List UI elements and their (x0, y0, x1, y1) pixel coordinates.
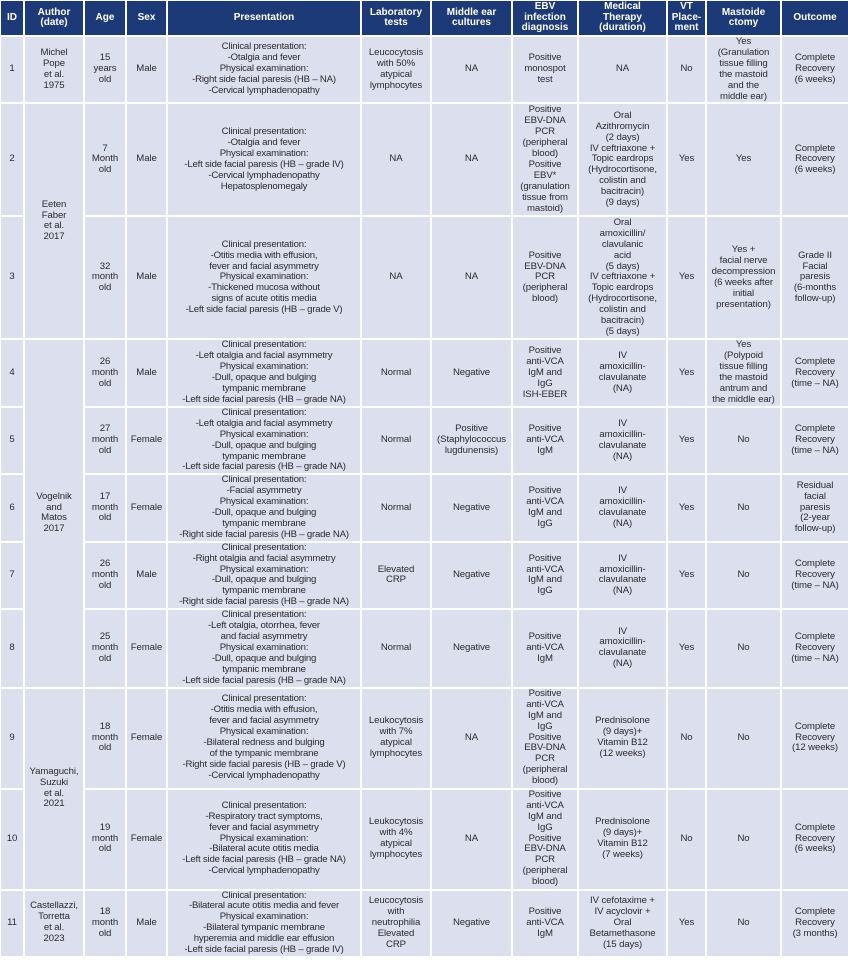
cell-middle-ear-cultures: Negative (432, 891, 513, 958)
cell-middle-ear-cultures: Negative (432, 610, 513, 688)
cell-age: 7 Month old (85, 104, 127, 217)
table-row (1, 543, 848, 610)
cell-mastoidectomy: Yes (707, 104, 782, 217)
cell-laboratory-tests: Leucocytosis with neutrophilia Elevated CRP (362, 891, 432, 958)
cell-ebv-diagnosis: Positive anti-VCA IgM and IgG (513, 543, 579, 610)
cell-ebv-diagnosis: Positive anti-VCA IgM and IgG Positive EBV-DNA PCR (peripheral blood) (513, 689, 579, 790)
cell-outcome: Grade II Facial paresis (6-months follow-up) (782, 217, 848, 340)
cell-laboratory-tests: NA (362, 217, 432, 340)
cell-id: 3 (1, 217, 25, 340)
cell-middle-ear-cultures: NA (432, 37, 513, 104)
cell-laboratory-tests: Leukocytosis with 4% atypical lymphocytes (362, 790, 432, 891)
cell-sex: Female (127, 610, 168, 688)
header-author: Author (date) (25, 1, 85, 37)
cell-mastoidectomy: Yes + facial nerve decompression (6 weeks after initial presentation) (707, 217, 782, 340)
header-id: ID (1, 1, 25, 37)
cell-medical-therapy: IV amoxicillin- clavulanate (NA) (579, 610, 668, 688)
cell-presentation: Clinical presentation: -Left otalgia and facial asymmetry Physical examination: -Dull, opaque and bulging tympanic membrane -Left side facial paresis (HB – grade NA) (168, 408, 362, 475)
cell-id: 11 (1, 891, 25, 958)
cell-vt-placement: No (668, 689, 707, 790)
cell-ebv-diagnosis: Positive anti-VCA IgM and IgG Positive EBV-DNA PCR (peripheral blood) (513, 790, 579, 891)
cell-middle-ear-cultures: NA (432, 689, 513, 790)
header-outcome: Outcome (782, 1, 848, 37)
cell-ebv-diagnosis: Positive anti-VCA IgM (513, 891, 579, 958)
cell-middle-ear-cultures: Negative (432, 475, 513, 542)
cell-age: 32 month old (85, 217, 127, 340)
table-row (1, 408, 848, 475)
cell-outcome: Complete Recovery (time – NA) (782, 610, 848, 688)
cell-mastoidectomy: No (707, 475, 782, 542)
cell-age: 15 years old (85, 37, 127, 104)
cell-presentation: Clinical presentation: -Left otalgia and facial asymmetry Physical examination: -Dull, opaque and bulging tympanic membrane -Left side facial paresis (HB – grade NA) (168, 340, 362, 407)
cell-author: Yamaguchi, Suzuki et al. 2021 (25, 689, 85, 891)
header-age: Age (85, 1, 127, 37)
cell-age: 18 month old (85, 689, 127, 790)
cell-author: Michel Pope et al. 1975 (25, 37, 85, 104)
cell-medical-therapy: NA (579, 37, 668, 104)
cell-outcome: Complete Recovery (6 weeks) (782, 104, 848, 217)
cell-middle-ear-cultures: NA (432, 790, 513, 891)
cell-mastoidectomy: No (707, 790, 782, 891)
cell-age: 27 month old (85, 408, 127, 475)
cell-outcome: Complete Recovery (time – NA) (782, 408, 848, 475)
cell-outcome: Complete Recovery (time – NA) (782, 340, 848, 407)
cell-sex: Female (127, 408, 168, 475)
cell-mastoidectomy: No (707, 610, 782, 688)
cell-id: 4 (1, 340, 25, 407)
cell-sex: Male (127, 104, 168, 217)
cell-middle-ear-cultures: Positive (Staphylococcus lugdunensis) (432, 408, 513, 475)
cell-id: 8 (1, 610, 25, 688)
cell-vt-placement: Yes (668, 217, 707, 340)
cell-sex: Male (127, 340, 168, 407)
cell-medical-therapy: IV amoxicillin- clavulanate (NA) (579, 543, 668, 610)
cell-outcome: Complete Recovery (time – NA) (782, 543, 848, 610)
cell-presentation: Clinical presentation: -Respiratory tract symptoms, fever and facial asymmetry Physical examination: -Bilateral acute otitis media -Left side facial paresis (HB – grade NA) -Cervical lymphadenopathy (168, 790, 362, 891)
cell-id: 1 (1, 37, 25, 104)
table-row (1, 37, 848, 104)
cell-mastoidectomy: Yes (Polypoid tissue filling the mastoid antrum and the middle ear) (707, 340, 782, 407)
cell-medical-therapy: Oral amoxicillin/ clavulanic acid (5 days) IV ceftriaxone + Topic eardrops (Hydrocortisone, colistin and bacitracin) (5 days) (579, 217, 668, 340)
cell-ebv-diagnosis: Positive monospot test (513, 37, 579, 104)
cell-outcome: Complete Recovery (3 months) (782, 891, 848, 958)
cell-outcome: Residual facial paresis (2-year follow-up) (782, 475, 848, 542)
cell-outcome: Complete Recovery (6 weeks) (782, 37, 848, 104)
cell-id: 6 (1, 475, 25, 542)
cell-laboratory-tests: Normal (362, 610, 432, 688)
header-laboratory-tests: Laboratory tests (362, 1, 432, 37)
cell-vt-placement: Yes (668, 891, 707, 958)
cell-id: 5 (1, 408, 25, 475)
cell-age: 26 month old (85, 340, 127, 407)
header-middle-ear-cultures: Middle ear cultures (432, 1, 513, 37)
cell-presentation: Clinical presentation: -Bilateral acute otitis media and fever Physical examination: -Bilateral tympanic membrane hyperemia and middle ear effusion -Left side facial paresis (HB – grade IV) (168, 891, 362, 958)
cell-id: 2 (1, 104, 25, 217)
cell-presentation: Clinical presentation: -Otitis media with effusion, fever and facial asymmetry Physical examination: -Thickened mucosa without signs of acute otitis media -Left side facial paresis (HB – grade V) (168, 217, 362, 340)
cell-author: Vogelnik and Matos 2017 (25, 340, 85, 688)
cell-laboratory-tests: Normal (362, 408, 432, 475)
cell-id: 10 (1, 790, 25, 891)
cell-author: Eeten Faber et al. 2017 (25, 104, 85, 340)
cell-age: 19 month old (85, 790, 127, 891)
cell-vt-placement: No (668, 790, 707, 891)
cell-sex: Female (127, 790, 168, 891)
table-row (1, 891, 848, 958)
cell-laboratory-tests: Leucocytosis with 50% atypical lymphocytes (362, 37, 432, 104)
cell-presentation: Clinical presentation: -Facial asymmetry Physical examination: -Dull, opaque and bulging tympanic membrane -Right side facial paresis (HB – grade NA) (168, 475, 362, 542)
cell-ebv-diagnosis: Positive anti-VCA IgM (513, 408, 579, 475)
cell-ebv-diagnosis: Positive EBV-DNA PCR (peripheral blood) (513, 217, 579, 340)
header-sex: Sex (127, 1, 168, 37)
cell-medical-therapy: IV cefotaxime + IV acyclovir + Oral Betamethasone (15 days) (579, 891, 668, 958)
cell-age: 18 month old (85, 891, 127, 958)
cell-sex: Male (127, 891, 168, 958)
header-presentation: Presentation (168, 1, 362, 37)
header-row (1, 1, 848, 37)
cell-medical-therapy: IV amoxicillin- clavulanate (NA) (579, 475, 668, 542)
header-mastoidectomy: Mastoide ctomy (707, 1, 782, 37)
cell-vt-placement: Yes (668, 475, 707, 542)
cell-medical-therapy: Prednisolone (9 days)+ Vitamin B12 (12 weeks) (579, 689, 668, 790)
table-row (1, 475, 848, 542)
case-table (1, 1, 848, 958)
cell-middle-ear-cultures: NA (432, 217, 513, 340)
header-medical-therapy: Medical Therapy (duration) (579, 1, 668, 37)
cell-medical-therapy: IV amoxicillin- clavulanate (NA) (579, 340, 668, 407)
cell-sex: Female (127, 475, 168, 542)
cell-ebv-diagnosis: Positive EBV-DNA PCR (peripheral blood) Positive EBV* (granulation tissue from mastoid) (513, 104, 579, 217)
cell-middle-ear-cultures: Negative (432, 340, 513, 407)
cell-sex: Male (127, 543, 168, 610)
cell-middle-ear-cultures: NA (432, 104, 513, 217)
table-row (1, 104, 848, 217)
cell-id: 7 (1, 543, 25, 610)
cell-mastoidectomy: No (707, 689, 782, 790)
cell-vt-placement: Yes (668, 408, 707, 475)
cell-medical-therapy: Prednisolone (9 days)+ Vitamin B12 (7 weeks) (579, 790, 668, 891)
cell-laboratory-tests: Leukocytosis with 7% atypical lymphocytes (362, 689, 432, 790)
table-row (1, 217, 848, 340)
cell-author: Castellazzi, Torretta et al. 2023 (25, 891, 85, 958)
cell-ebv-diagnosis: Positive anti-VCA IgM (513, 610, 579, 688)
table-row (1, 340, 848, 407)
header-ebv-diagnosis: EBV infection diagnosis (513, 1, 579, 37)
cell-presentation: Clinical presentation: -Otalgia and fever Physical examination: -Right side facial paresis (HB – NA) -Cervical lymphadenopathy (168, 37, 362, 104)
cell-presentation: Clinical presentation: -Right otalgia and facial asymmetry Physical examination: -Dull, opaque and bulging tympanic membrane -Right side facial paresis (HB – grade NA) (168, 543, 362, 610)
cell-sex: Female (127, 689, 168, 790)
cell-vt-placement: Yes (668, 543, 707, 610)
cell-presentation: Clinical presentation: -Otitis media with effusion, fever and facial asymmetry Physical examination: -Bilateral redness and bulging of the tympanic membrane -Right side facial paresis (HB – grade V) -Cervical lymphadenopathy (168, 689, 362, 790)
cell-mastoidectomy: No (707, 891, 782, 958)
table-body (1, 37, 848, 958)
table-row (1, 610, 848, 688)
header-vt-placement: VT Place- ment (668, 1, 707, 37)
cell-vt-placement: Yes (668, 104, 707, 217)
cell-presentation: Clinical presentation: -Otalgia and fever Physical examination: -Left side facial paresis (HB – grade IV) -Cervical lymphadenopathy Hepatosplenomegaly (168, 104, 362, 217)
cell-outcome: Complete Recovery (12 weeks) (782, 689, 848, 790)
cell-sex: Male (127, 37, 168, 104)
cell-id: 9 (1, 689, 25, 790)
table-row (1, 689, 848, 790)
cell-age: 26 month old (85, 543, 127, 610)
cell-medical-therapy: IV amoxicillin- clavulanate (NA) (579, 408, 668, 475)
cell-vt-placement: No (668, 37, 707, 104)
cell-outcome: Complete Recovery (6 weeks) (782, 790, 848, 891)
cell-sex: Male (127, 217, 168, 340)
cell-laboratory-tests: Normal (362, 340, 432, 407)
cell-age: 25 month old (85, 610, 127, 688)
cell-medical-therapy: Oral Azithromycin (2 days) IV ceftriaxone + Topic eardrops (Hydrocortisone, colistin and bacitracin) (9 days) (579, 104, 668, 217)
cell-laboratory-tests: NA (362, 104, 432, 217)
cell-ebv-diagnosis: Positive anti-VCA IgM and IgG (513, 475, 579, 542)
cell-mastoidectomy: No (707, 543, 782, 610)
cell-mastoidectomy: Yes (Granulation tissue filling the mastoid and the middle ear) (707, 37, 782, 104)
cell-presentation: Clinical presentation: -Left otalgia, otorrhea, fever and facial asymmetry Physical examination: -Dull, opaque and bulging tympanic membrane -Left side facial paresis (HB – grade NA) (168, 610, 362, 688)
cell-vt-placement: Yes (668, 340, 707, 407)
cell-vt-placement: Yes (668, 610, 707, 688)
cell-laboratory-tests: Normal (362, 475, 432, 542)
cell-middle-ear-cultures: Negative (432, 543, 513, 610)
cell-laboratory-tests: Elevated CRP (362, 543, 432, 610)
cell-mastoidectomy: No (707, 408, 782, 475)
cell-age: 17 month old (85, 475, 127, 542)
table-row (1, 790, 848, 891)
cell-ebv-diagnosis: Positive anti-VCA IgM and IgG ISH-EBER (513, 340, 579, 407)
